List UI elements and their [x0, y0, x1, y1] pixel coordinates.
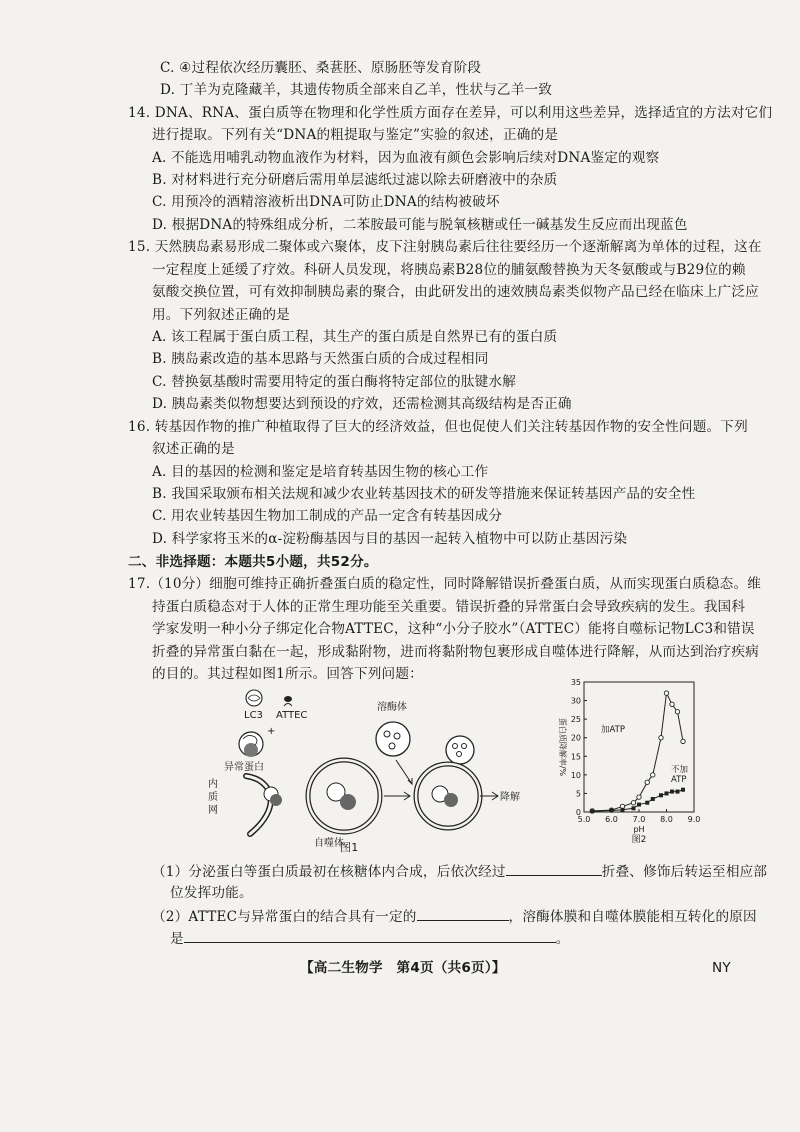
footer-code: NY [712, 960, 731, 976]
lc3-shape [246, 690, 262, 706]
option-16c: C. 用农业转基因生物加工制成的产品一定含有转基因成分 [152, 508, 503, 524]
page-footer: 【高二生物学 第4页（共6页）】 [300, 960, 506, 976]
x-tick-label: 6.0 [605, 815, 618, 824]
question-15-stem-1: 15. 天然胰岛素易形成二聚体或六聚体，皮下注射胰岛素后往往要经历一个逐渐解离为单体的过程，这在 [128, 239, 762, 255]
data-point-add-atp [675, 710, 679, 714]
option-16a: A. 目的基因的检测和鉴定是培育转基因生物的核心工作 [152, 464, 489, 480]
data-point-no-atp [659, 793, 663, 797]
option-14c: C. 用预冷的酒精溶液析出DNA可防止DNA的结构被破坏 [152, 194, 500, 210]
question-17-stem-3: 学家发明一种小分子绑定化合物ATTEC，这种“小分子胶水”（ATTEC）能将自噬标记物LC3和错误 [152, 621, 755, 637]
option-13d: D. 丁羊为克隆藏羊，其遗传物质全部来自乙羊，性状与乙羊一致 [160, 82, 553, 98]
y-tick-label: 5 [575, 789, 581, 799]
legend-label-add-atp: 加ATP [601, 725, 625, 735]
sub-question-2-line-1 [152, 906, 757, 927]
y-tick-label: 30 [570, 696, 581, 706]
question-15-stem-3: 氨酸交换位置，可有效抑制胰岛素的聚合，由此研发出的速效胰岛素类似物产品已经在临床上广泛应 [152, 284, 759, 300]
option-15a: A. 该工程属于蛋白质工程，其生产的蛋白质是自然界已有的蛋白质 [152, 329, 558, 345]
fig1-label-plus: + [267, 726, 276, 737]
question-17-stem-5: 的目的。其过程如图1所示。回答下列问题： [152, 666, 423, 682]
question-14-stem-2: 进行提取。下列有关“DNA的粗提取与鉴定”实验的叙述，正确的是 [152, 127, 559, 143]
sub-question-2-text-b: ，溶酶体膜和自噬体膜能相互转化的原因 [508, 909, 757, 925]
question-17-stem-4: 折叠的异常蛋白黏在一起，形成黏附物，进而将黏附物包裹形成自噬体进行降解，从而达到治疗疾病 [152, 644, 759, 660]
fig1-label-er-1: 内 [208, 779, 218, 790]
y-tick-label: 25 [570, 715, 581, 725]
fig1-label-degradation: 降解 [500, 792, 520, 803]
adhesion-complex [264, 787, 282, 806]
option-16d: D. 科学家将玉米的α-淀粉酶基因与目的基因一起转入植物中可以防止基因污染 [152, 531, 628, 547]
question-15-stem-4: 用。下列叙述正确的是 [152, 307, 290, 323]
figure-2-chart [554, 674, 704, 852]
answer-blank-3[interactable] [184, 928, 556, 943]
data-point-no-atp [681, 788, 685, 792]
sub-question-2-line-2 [170, 928, 570, 949]
option-16b: B. 我国采取颁布相关法规和减少农业转基因技术的研发等措施来保证转基因产品的安全性 [152, 486, 696, 502]
sub-question-2-text-a: （2）ATTEC与异常蛋白的结合具有一定的 [152, 909, 417, 925]
data-point-add-atp [637, 795, 641, 799]
sub-question-2-text-d: 。 [555, 931, 570, 947]
option-14d: D. 根据DNA的特殊组成分析，二苯胺最可能与脱氧核糖或任一碱基发生反应而出现蓝色 [152, 217, 688, 233]
y-tick-label: 10 [570, 770, 581, 780]
series-line-1 [592, 693, 683, 811]
fig1-label-autophagosome: 自噬体 [314, 838, 344, 849]
data-point-no-atp [621, 808, 625, 812]
data-point-add-atp [631, 801, 635, 805]
question-17-stem-1: 17.（10分）细胞可维持正确折叠蛋白质的稳定性，同时降解错误折叠蛋白质，从而实现蛋白质稳态。维 [128, 576, 762, 592]
data-point-add-atp [651, 773, 655, 777]
sub-question-1-line-1 [152, 861, 767, 882]
data-point-add-atp [659, 736, 663, 740]
y-tick-label: 0 [575, 808, 581, 817]
sub-question-1-text-a: （1）分泌蛋白等蛋白质最初在核糖体内合成，后依次经过 [152, 864, 506, 880]
arrow-lysosome-merge [396, 760, 412, 784]
option-15c: C. 替换氨基酸时需要用特定的蛋白酶将特定部位的肽键水解 [152, 374, 517, 390]
data-point-no-atp [676, 790, 680, 794]
legend-label-no-atp-line1: 不加 [671, 765, 689, 775]
option-14b: B. 对材料进行充分研磨后需用单层滤纸过滤以除去研磨液中的杂质 [152, 172, 558, 188]
sub-question-1-line-2: 位发挥功能。 [170, 885, 253, 901]
data-point-add-atp [645, 780, 649, 784]
x-tick-label: 8.0 [660, 815, 673, 824]
x-tick-label: 7.0 [632, 815, 646, 824]
data-point-no-atp [590, 809, 594, 813]
fig2-caption: 图2 [631, 835, 647, 845]
fig1-label-lysosome: 溶酶体 [377, 702, 407, 713]
section-header: 二、非选择题：本题共5小题，共52分。 [128, 554, 378, 570]
data-point-no-atp [637, 803, 641, 807]
autophagosome [308, 760, 380, 832]
data-point-add-atp [664, 691, 668, 695]
option-15b: B. 胰岛素改造的基本思路与天然蛋白质的合成过程相同 [152, 351, 489, 367]
sub-question-2-text-c: 是 [170, 931, 184, 947]
option-15d: D. 胰岛素类似物想要达到预设的疗效，还需检测其高级结构是否正确 [152, 396, 572, 412]
option-14a: A. 不能选用哺乳动物血液作为材料，因为血液有颜色会影响后续对DNA鉴定的观察 [152, 150, 660, 166]
question-17-stem-2: 持蛋白质稳态对于人体的正常生理功能至关重要。错误折叠的异常蛋白会导致疾病的发生。我国科 [152, 599, 746, 615]
lysosome-2 [446, 736, 474, 764]
question-16-stem-1: 16. 转基因作物的推广种植取得了巨大的经济效益，但也促使人们关注转基因作物的安全性问题。下列 [128, 419, 748, 435]
x-axis-label: pH [633, 825, 645, 834]
data-point-no-atp [670, 790, 674, 794]
data-point-no-atp [651, 797, 655, 801]
figure-1-caption: 图1 [340, 841, 359, 854]
figure-1-diagram [196, 684, 536, 854]
legend-label-no-atp-line2: ATP [671, 775, 687, 785]
data-point-add-atp [681, 739, 685, 743]
question-16-stem-2: 叙述正确的是 [152, 441, 235, 457]
data-point-no-atp [645, 801, 649, 805]
fig1-label-attec: ATTEC [276, 710, 308, 721]
fig1-label-lc3: LC3 [244, 710, 263, 721]
lysosome-1 [376, 722, 410, 756]
sub-question-1-text-b: 折叠、修饰后转运至相应部 [601, 864, 768, 880]
fig1-label-er-2: 质 [208, 792, 218, 803]
question-14-stem-1: 14. DNA、RNA、蛋白质等在物理和化学性质方面存在差异，可以利用这些差异，选择适宜的方法对它们 [128, 105, 773, 121]
option-13c: C. ④过程依次经历囊胚、桑葚胚、原肠胚等发育阶段 [160, 60, 482, 76]
data-point-no-atp [610, 809, 614, 813]
abnormal-protein-shape [239, 732, 263, 757]
y-tick-label: 15 [570, 752, 581, 762]
data-point-add-atp [670, 702, 674, 706]
y-axis-label: 蛋白质降解率/% [558, 717, 567, 777]
question-15-stem-2: 一定程度上延缓了疗效。科研人员发现，将胰岛素B28位的脯氨酸替换为天冬氨酸或与B29位的赖 [152, 262, 746, 278]
attec-shape [284, 696, 292, 706]
autolysosome [416, 764, 480, 828]
data-point-no-atp [632, 806, 636, 810]
fig1-label-er-3: 网 [208, 805, 218, 816]
fig1-label-abnormal-protein: 异常蛋白 [224, 762, 264, 773]
answer-blank-1[interactable] [506, 861, 602, 876]
series-line-2 [592, 790, 683, 812]
answer-blank-2[interactable] [417, 906, 509, 921]
y-tick-label: 20 [570, 733, 581, 743]
data-point-no-atp [665, 791, 669, 795]
x-tick-label: 9.0 [687, 815, 701, 824]
x-tick-label: 5.0 [577, 815, 591, 824]
y-tick-label: 35 [570, 678, 581, 687]
